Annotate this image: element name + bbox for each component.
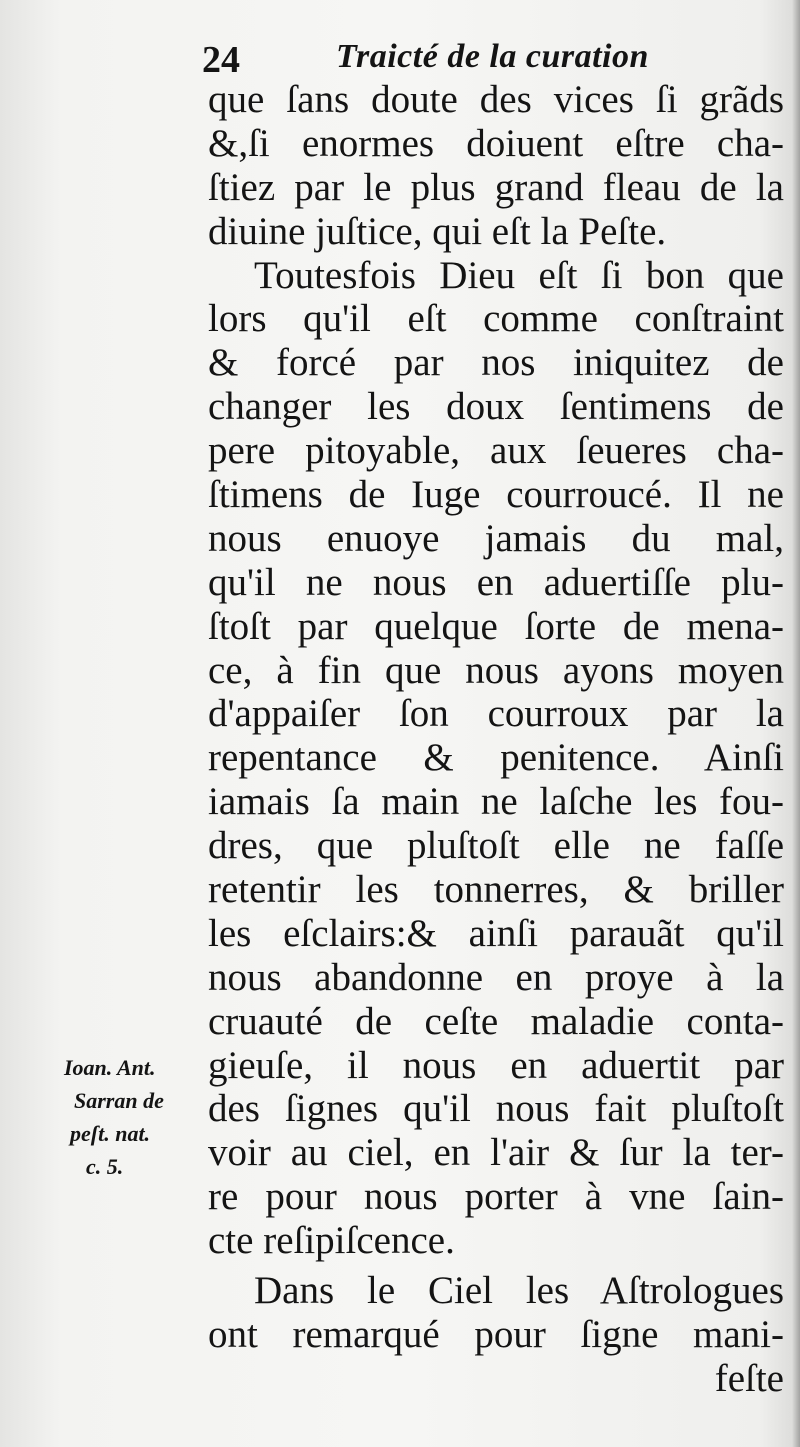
page-edge-shadow — [792, 0, 800, 1447]
margin-note-line: Ioan. Ant. — [64, 1055, 156, 1080]
text-line: gieuſe, il nous en aduertit par — [208, 1043, 784, 1087]
text-line: repentance & penitence. Ainſi — [208, 736, 784, 780]
text-line: que ſans doute des vices ſi grãds — [208, 78, 784, 121]
text-line: re pour nous porter à vne ſain- — [208, 1175, 784, 1219]
text-line: d'appaiſer ſon courroux par la — [208, 692, 784, 736]
text-line: ce, à fin que nous ayons moyen — [208, 648, 784, 692]
text-line: qu'il ne nous en aduertiſſe plu- — [208, 560, 784, 604]
text-line: diuine juſtice, qui eſt la Peſte. — [208, 209, 667, 253]
margin-note-line: c. 5. — [86, 1154, 124, 1179]
running-title: Traicté de la curation — [336, 38, 649, 75]
text-line: ont remarqué pour ſigne mani- — [208, 1312, 784, 1356]
text-line: iamais ſa main ne laſche les fou- — [208, 780, 784, 824]
text-line: pere pitoyable, aux ſeueres cha- — [208, 429, 784, 473]
text-line: cruauté de ceſte maladie conta- — [208, 999, 784, 1043]
text-line: lors qu'il eſt comme conſtraint — [208, 297, 784, 341]
text-line: dres, que pluſtoſt elle ne faſſe — [208, 824, 784, 868]
text-line: retentir les tonnerres, & briller — [208, 868, 784, 912]
text-line: les eſclairs:& ainſi parauãt qu'il — [208, 911, 784, 955]
text-line: ſtiez par le plus grand fleau de la — [208, 165, 784, 209]
text-line: Dans le Ciel les Aſtrologues — [254, 1269, 784, 1313]
body-text — [208, 78, 784, 1401]
page-number: 24 — [202, 39, 240, 81]
text-line: voir au ciel, en l'air & ſur la ter- — [208, 1131, 784, 1175]
text-line: cte reſipiſcence. — [208, 1219, 455, 1263]
text-line: ſtoſt par quelque ſorte de mena- — [208, 604, 784, 648]
text-line: nous enuoye jamais du mal, — [208, 516, 784, 560]
text-line: & forcé par nos iniquitez de — [208, 341, 784, 385]
text-line: Toutesfois Dieu eſt ſi bon que — [254, 253, 784, 297]
margin-note-line: peſt. nat. — [70, 1121, 151, 1146]
text-line: ſtimens de Iuge courroucé. Il ne — [208, 473, 784, 517]
text-line: &,ſi enormes doiuent eſtre cha- — [208, 121, 784, 165]
margin-note — [64, 1051, 204, 1183]
text-line: des ſignes qu'il nous fait pluſtoſt — [208, 1087, 784, 1131]
margin-note-line: Sarran de — [74, 1088, 164, 1113]
text-line: nous abandonne en proye à la — [208, 955, 784, 999]
text-line: changer les doux ſentimens de — [208, 385, 784, 429]
page-header — [202, 34, 782, 84]
catchword: feſte — [714, 1356, 784, 1400]
